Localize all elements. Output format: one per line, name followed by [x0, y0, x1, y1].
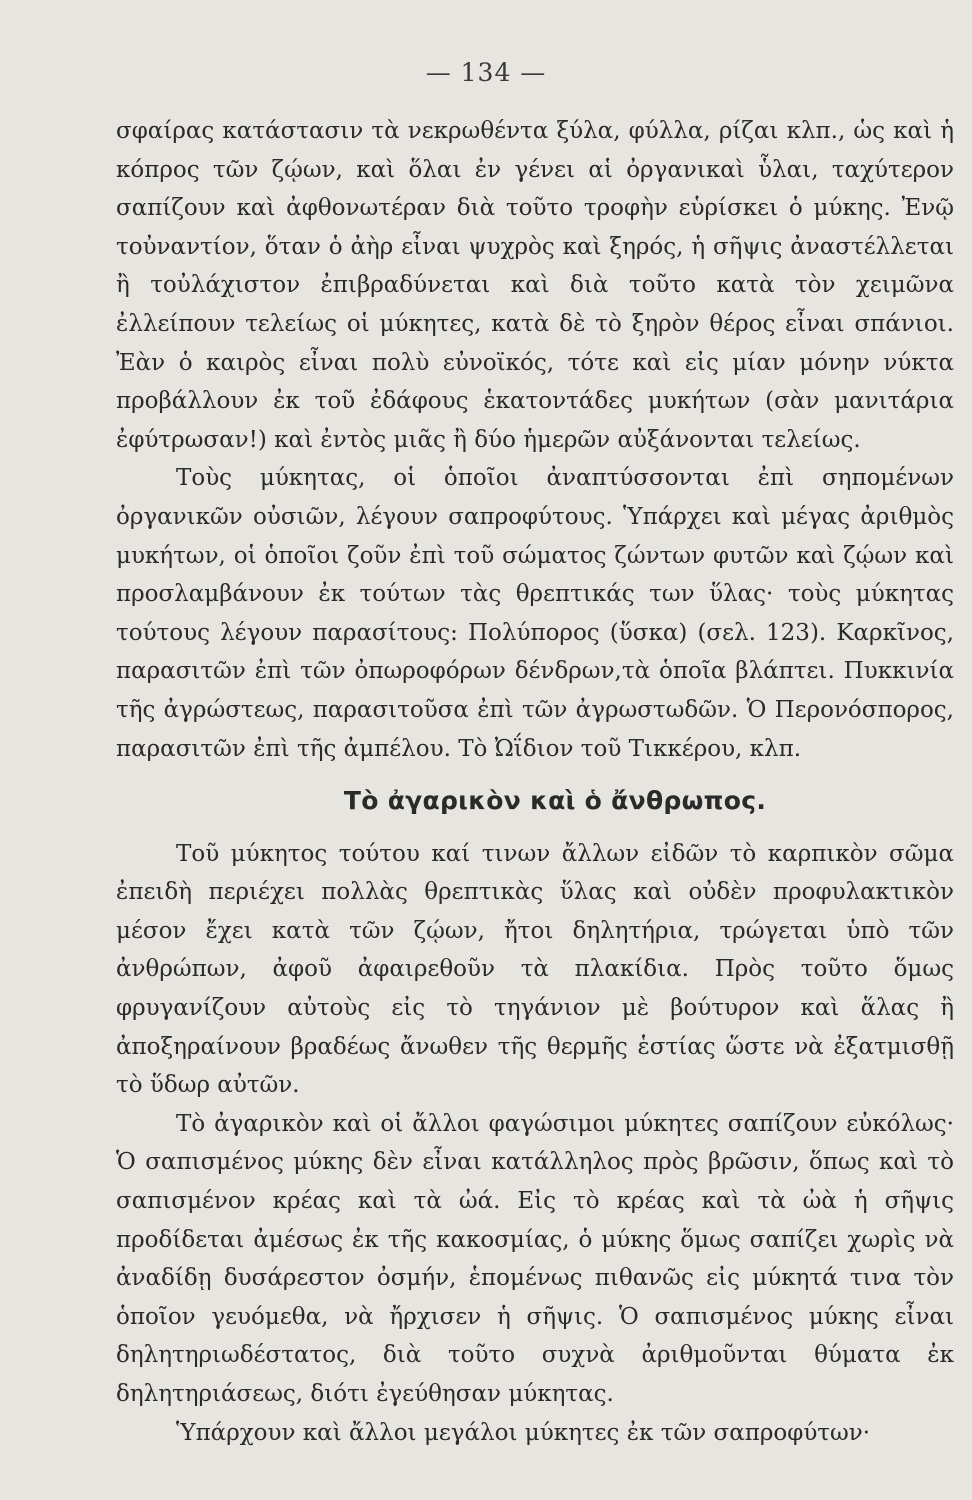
paragraph-parasites: Τοὺς μύκητας, οἱ ὁποῖοι ἀναπτύσσονται ἐπὶ σηπομένων ὀργανικῶν οὐσιῶν, λέγουν σαπροφύτους. Ὑπάρχει καὶ μέγας ἀριθμὸς μυκήτων, οἱ ὁποῖοι ζοῦν ἐπὶ τοῦ σώματος ζώντων φυτῶν καὶ ζῴων καὶ προσλαμβάνουν ἐκ τούτων τὰς θρεπτικάς των ὕλας· τοὺς μύκητας τούτους λέγουν παρασίτους: Πολύπορος (ὕσκα) (σελ. 123). Καρκῖνος, παρασιτῶν ἐπὶ τῶν ὀπωροφόρων δένδρων,τὰ ὁποῖα βλάπτει. Πυκκινία τῆς ἀγρώστεως, παρασιτοῦσα ἐπὶ τῶν ἀγρωστωδῶν. Ὁ Περονόσπορος, παρασιτῶν ἐπὶ τῆς ἀμπέλου. Τὸ Ὠΐδιον τοῦ Τικκέρου, κλπ. [116, 465, 954, 762]
paragraph-continuation: σφαίρας κατάστασιν τὰ νεκρωθέντα ξύλα, φύλλα, ρίζαι κλπ., ὡς καὶ ἡ κόπρος τῶν ζῴων, καὶ ὅλαι ἐν γένει αἱ ὀργανικαὶ ὗλαι, ταχύτερον σαπίζουν καὶ ἀφθονωτέραν διὰ τοῦτο τροφὴν εὑρίσκει ὁ μύκης. Ἐνῷ τοὐναντίον, ὅταν ὁ ἀὴρ εἶναι ψυχρὸς καὶ ξηρός, ἡ σῆψις ἀναστέλλεται ἢ τοὐλάχιστον ἐπιβραδύνεται καὶ διὰ τοῦτο κατὰ τὸν χειμῶνα ἐλλείπουν τελείως οἱ μύκητες, κατὰ δὲ τὸ ξηρὸν θέρος εἶναι σπάνιοι. Ἐὰν ὁ καιρὸς εἶναι πολὺ εὐνοϊκός, τότε καὶ εἰς μίαν μόνην νύκτα προβάλλουν ἐκ τοῦ ἐδάφους ἑκατοντάδες μυκήτων (σὰν μανιτάρια ἐφύτρωσαν!) καὶ ἐντὸς μιᾶς ἢ δύο ἡμερῶν αὐξάνονται τελείως. [116, 118, 954, 453]
paragraph-saprophytes: Ὑπάρχουν καὶ ἄλλοι μεγάλοι μύκητες ἐκ τῶν σαπροφύτων· [176, 1419, 871, 1446]
paragraph-rotting: Τὸ ἀγαρικὸν καὶ οἱ ἄλλοι φαγώσιμοι μύκητες σαπίζουν εὐκόλως· Ὁ σαπισμένος μύκης δὲν εἶναι κατάλληλος πρὸς βρῶσιν, ὅπως καὶ τὸ σαπισμένον κρέας καὶ τὰ ὠά. Εἰς τὸ κρέας καὶ τὰ ὠὰ ἡ σῆψις προδίδεται ἀμέσως ἐκ τῆς κακοσμίας, ὁ μύκης ὅμως σαπίζει χωρὶς νὰ ἀναδίδῃ δυσάρεστον ὀσμήν, ἑπομένως πιθανῶς εἰς μύκητά τινα τὸν ὁποῖον γευόμεθα, νὰ ἤρχισεν ἡ σῆψις. Ὁ σαπισμένος μύκης εἶναι δηλητηριωδέστατος, διὰ τοῦτο συχνὰ ἀριθμοῦνται θύματα ἐκ δηλητηριάσεως, διότι ἐγεύθησαν μύκητας. [116, 1110, 954, 1407]
page-number: — 134 — [425, 58, 547, 87]
paragraph-edible: Τοῦ μύκητος τούτου καί τινων ἄλλων εἰδῶν τὸ καρπικὸν σῶμα ἐπειδὴ περιέχει πολλὰς θρεπτικὰς ὕλας καὶ οὐδὲν προφυλακτικὸν μέσον ἔχει κατὰ τῶν ζῴων, ἤτοι δηλητήρια, τρώγεται ὑπὸ τῶν ἀνθρώπων, ἀφοῦ ἀφαιρεθοῦν τὰ πλακίδια. Πρὸς τοῦτο ὅμως φρυγανίζουν αὐτοὺς εἰς τὸ τηγάνιον μὲ βούτυρον καὶ ἅλας ἢ ἀποξηραίνουν βραδέως ἄνωθεν τῆς θερμῆς ἑστίας ὥστε νὰ ἐξατμισθῇ τὸ ὕδωρ αὐτῶν. [116, 840, 954, 1099]
section-heading: Τὸ ἀγαρικὸν καὶ ὁ ἄνθρωπος. [343, 786, 767, 816]
page-body [116, 112, 954, 1452]
